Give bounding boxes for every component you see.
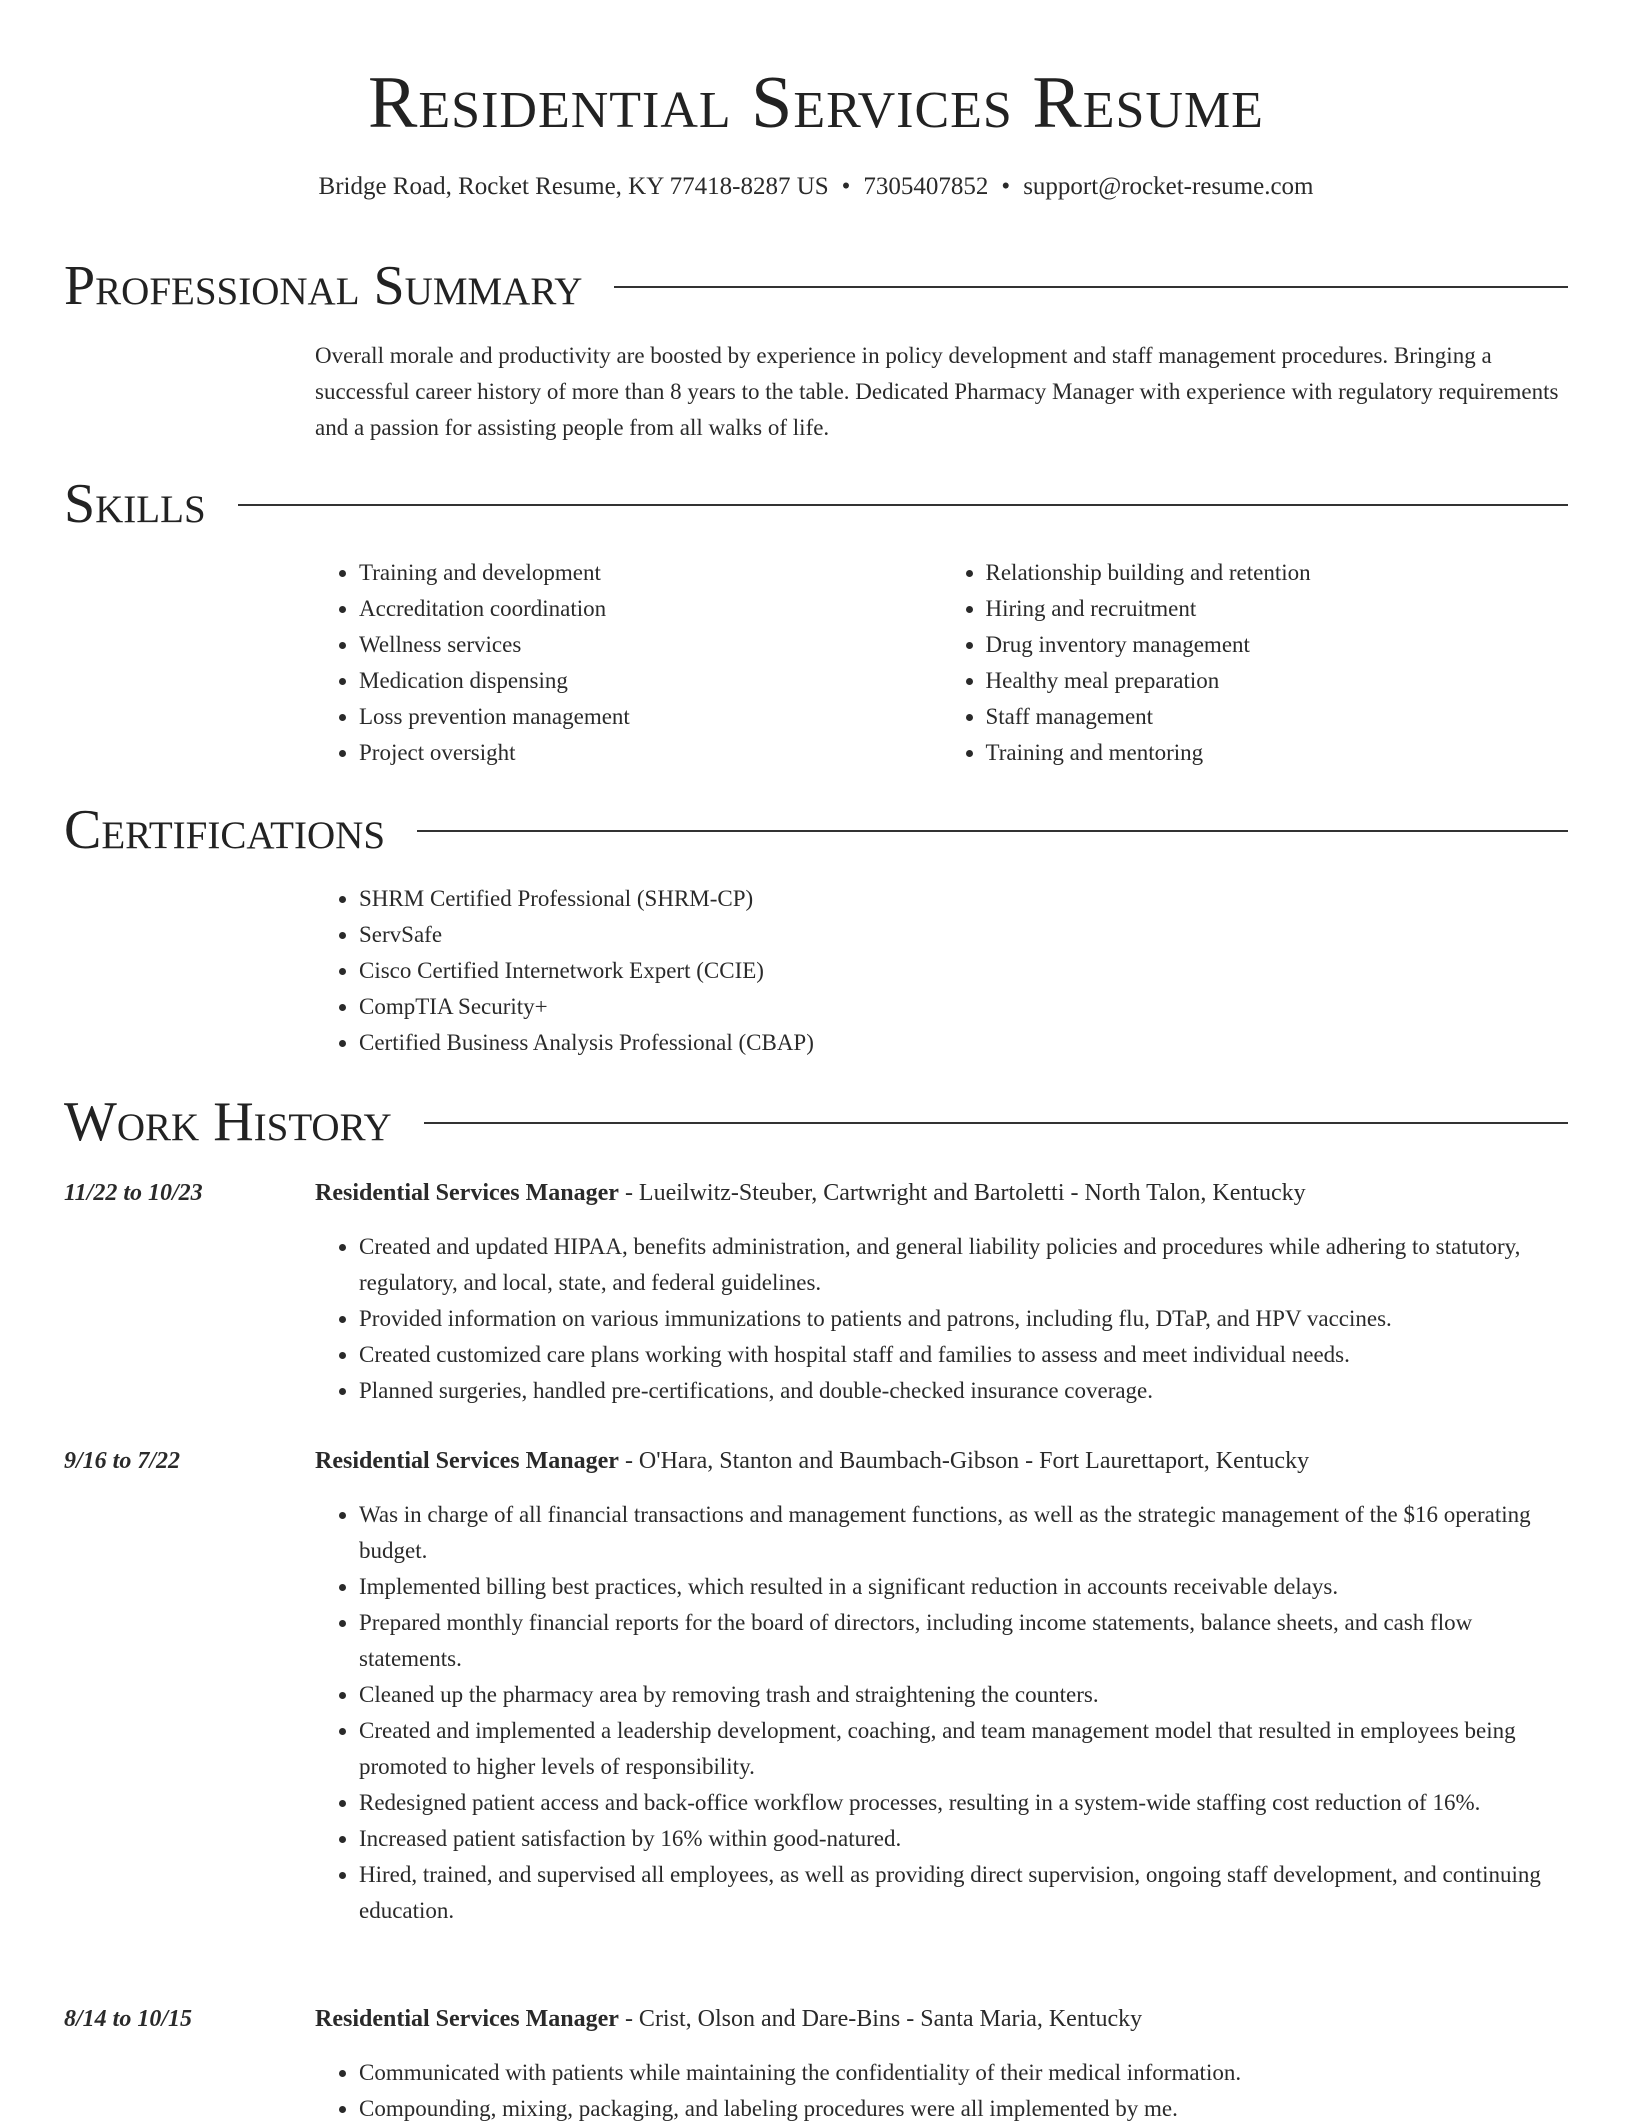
job-details: - O'Hara, Stanton and Baumbach-Gibson - Fort Laurettaport, Kentucky bbox=[618, 1448, 1310, 1474]
work-history-section-title: Work History bbox=[64, 1091, 392, 1153]
job-bullet: • Planned surgeries, handled pre-certifications, and double-checked insurance coverage. bbox=[359, 1373, 1568, 1409]
certification-item: • ServSafe bbox=[359, 917, 1568, 953]
job-details: - Lueilwitz-Steuber, Cartwright and Bartoletti - North Talon, Kentucky bbox=[618, 1180, 1306, 1206]
certification-item: • Certified Business Analysis Professional (CBAP) bbox=[359, 1025, 1568, 1061]
job-bullet: • Redesigned patient access and back-office workflow processes, resulting in a system-wide staffing cost reduction of 16%. bbox=[359, 1785, 1568, 1821]
job-dates: 8/14 to 10/15 bbox=[64, 2006, 193, 2032]
skill-item: • Project oversight bbox=[359, 735, 942, 771]
job-bullet: • Created and updated HIPAA, benefits administration, and general liability policies and procedures while adhering to statutory, regulatory, and local, state, and federal guidelines. bbox=[359, 1229, 1568, 1301]
skill-item: • Training and development bbox=[359, 555, 942, 591]
job-bullet: • Created customized care plans working with hospital staff and families to assess and meet individual needs. bbox=[359, 1337, 1568, 1373]
skills-column-left bbox=[315, 555, 942, 771]
resume-title: Residential Services Resume bbox=[368, 62, 1264, 144]
job-role: Residential Services Manager bbox=[315, 2006, 619, 2032]
skill-item: • Healthy meal preparation bbox=[986, 663, 1569, 699]
skills-list bbox=[315, 555, 1568, 771]
job-bullet: • Communicated with patients while maintaining the confidentiality of their medical information. bbox=[359, 2055, 1568, 2091]
job-heading bbox=[315, 1443, 1309, 1479]
section-divider bbox=[238, 504, 1568, 506]
summary-text: Overall morale and productivity are boosted by experience in policy development and staff management procedures. Bringing a successful career history of more than 8 years to the table. Dedicated Pharmacy Manager with experience with regulatory requirements and a passion for assisting people from all walks of life. bbox=[315, 343, 1559, 440]
phone: 7305407852 bbox=[863, 173, 989, 200]
skills-column-right bbox=[942, 555, 1569, 771]
section-divider bbox=[417, 830, 1568, 832]
skill-item: • Wellness services bbox=[359, 627, 942, 663]
summary-section-title: Professional Summary bbox=[64, 255, 583, 317]
skill-item: • Loss prevention management bbox=[359, 699, 942, 735]
job-bullet: • Was in charge of all financial transactions and management functions, as well as the strategic management of the $16 operating budget. bbox=[359, 1497, 1568, 1569]
job-bullet: • Hired, trained, and supervised all employees, as well as providing direct supervision, ongoing staff development, and continuing education. bbox=[359, 1857, 1568, 1929]
skill-item: • Staff management bbox=[986, 699, 1569, 735]
certifications-section-title: Certifications bbox=[64, 799, 386, 861]
job-bullet: • Compounding, mixing, packaging, and labeling procedures were all implemented by me. bbox=[359, 2091, 1568, 2127]
job-bullet: • Increased patient satisfaction by 16% within good-natured. bbox=[359, 1821, 1568, 1857]
skill-item: • Training and mentoring bbox=[986, 735, 1569, 771]
job-bullet: • Created and implemented a leadership development, coaching, and team management model that resulted in employees being promoted to higher levels of responsibility. bbox=[359, 1713, 1568, 1785]
certifications-list bbox=[315, 881, 1568, 1061]
certification-item: • CompTIA Security+ bbox=[359, 989, 1568, 1025]
job-role: Residential Services Manager bbox=[315, 1448, 619, 1474]
skill-item: • Accreditation coordination bbox=[359, 591, 942, 627]
resume-page bbox=[64, 0, 1568, 2121]
job-bullet: • Provided information on various immunizations to patients and patrons, including flu, DTaP, and HPV vaccines. bbox=[359, 1301, 1568, 1337]
job-bullet: • Implemented billing best practices, which resulted in a significant reduction in accounts receivable delays. bbox=[359, 1569, 1568, 1605]
job-bullet: • Prepared monthly financial reports for the board of directors, including income statements, balance sheets, and cash flow statements. bbox=[359, 1605, 1568, 1677]
separator: • bbox=[1001, 173, 1011, 200]
certification-item: • Cisco Certified Internetwork Expert (CCIE) bbox=[359, 953, 1568, 989]
certifications-section-header bbox=[64, 798, 1568, 862]
job-bullet: • Cleaned up the pharmacy area by removing trash and straightening the counters. bbox=[359, 1677, 1568, 1713]
separator: • bbox=[841, 173, 851, 200]
job-heading bbox=[315, 2001, 1142, 2037]
job-role: Residential Services Manager bbox=[315, 1180, 619, 1206]
skill-item: • Drug inventory management bbox=[986, 627, 1569, 663]
email: support@rocket-resume.com bbox=[1023, 173, 1314, 200]
section-divider bbox=[424, 1122, 1568, 1124]
certification-item: • SHRM Certified Professional (SHRM-CP) bbox=[359, 881, 1568, 917]
skill-item: • Medication dispensing bbox=[359, 663, 942, 699]
section-divider bbox=[614, 286, 1568, 288]
job-bullets bbox=[315, 2055, 1568, 2127]
skills-section-header bbox=[64, 472, 1568, 536]
job-heading bbox=[315, 1175, 1306, 1211]
job-dates: 9/16 to 7/22 bbox=[64, 1448, 181, 1474]
skill-item: • Hiring and recruitment bbox=[986, 591, 1569, 627]
job-details: - Crist, Olson and Dare-Bins - Santa Maria, Kentucky bbox=[618, 2006, 1143, 2032]
skill-item: • Relationship building and retention bbox=[986, 555, 1569, 591]
job-dates: 11/22 to 10/23 bbox=[64, 1180, 203, 1206]
job-bullets bbox=[315, 1229, 1568, 1409]
skills-section-title: Skills bbox=[64, 473, 206, 535]
job-bullets bbox=[315, 1497, 1568, 1929]
work-history-section-header bbox=[64, 1090, 1568, 1154]
address: Bridge Road, Rocket Resume, KY 77418-8287 US bbox=[318, 173, 829, 200]
contact-line bbox=[64, 170, 1568, 204]
summary-section-header bbox=[64, 254, 1568, 318]
